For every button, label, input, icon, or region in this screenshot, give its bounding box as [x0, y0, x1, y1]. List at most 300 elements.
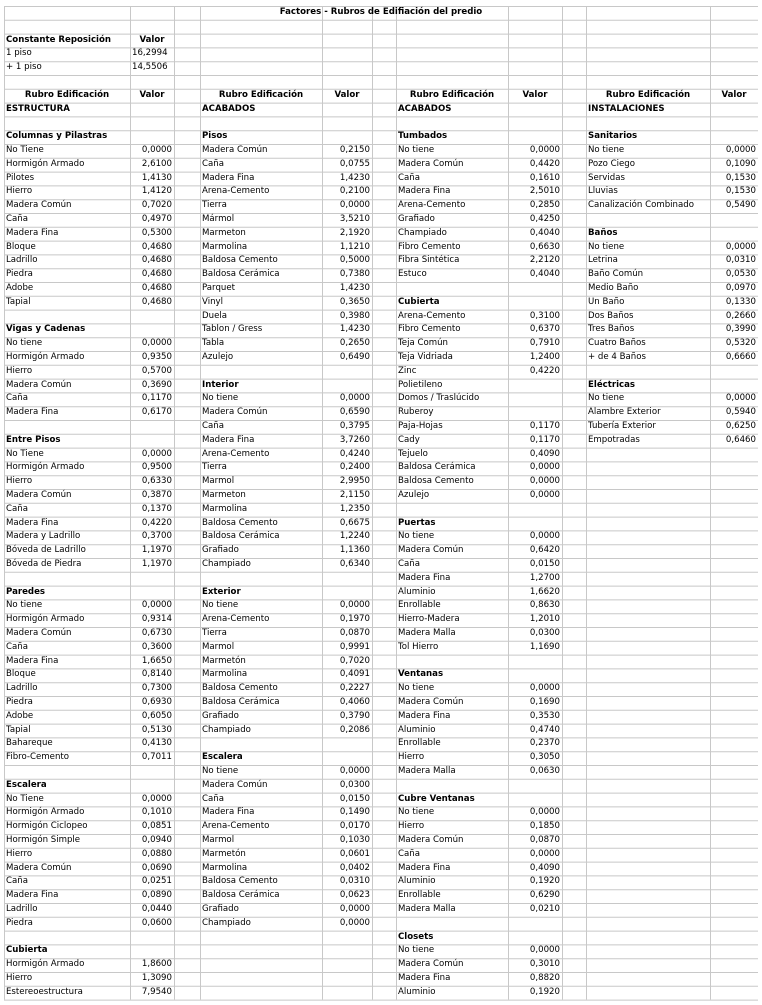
item-value: 1,1690	[529, 641, 560, 652]
item-label: Polietileno	[398, 379, 443, 390]
item-label: Fibra Sintética	[398, 255, 460, 266]
constante-label: 1 piso	[6, 48, 32, 59]
value-header: Valor	[522, 89, 548, 100]
item-label: Ruberoy	[398, 407, 434, 418]
item-label: Enrollable	[398, 890, 441, 901]
item-value	[508, 406, 562, 420]
item-value: 0,0000	[339, 600, 370, 611]
section-title: Sanitarios	[588, 131, 638, 142]
item-value: 0,6660	[725, 352, 756, 362]
item-value: 0,3530	[529, 710, 560, 721]
item-value: 1,2240	[339, 531, 370, 542]
item-label: No tiene	[398, 145, 435, 155]
item-label: Azulejo	[202, 352, 234, 362]
item-label: Arena-Cemento	[202, 186, 270, 197]
item-value: 1,4230	[339, 324, 370, 335]
item-label: Madera Común	[398, 545, 464, 556]
item-label: Baldosa Cerámica	[202, 269, 280, 280]
item-value: 0,0755	[339, 158, 370, 169]
item-label: Aluminio	[398, 724, 436, 735]
constante-header: Constante Reposición	[6, 34, 112, 45]
item-value: 0,5490	[725, 200, 756, 211]
item-label: Marmetón	[202, 848, 246, 859]
item-label: Piedra	[6, 697, 33, 707]
item-value: 0,0970	[725, 283, 756, 293]
item-label: Madera Malla	[398, 628, 456, 638]
item-value: 0,1920	[529, 986, 560, 997]
item-value: 0,6370	[529, 324, 560, 335]
item-value: 1,4120	[141, 186, 172, 197]
item-label: Madera Común	[6, 490, 72, 500]
item-value: 0,3980	[339, 310, 370, 321]
item-value: 0,0150	[529, 559, 560, 569]
item-value: 3,5210	[339, 214, 370, 224]
item-label: Mármol	[202, 214, 235, 224]
item-label: Caña	[6, 641, 28, 652]
item-value: 0,5300	[141, 227, 172, 238]
item-label: Hierro	[6, 365, 33, 376]
item-label: No Tiene	[6, 448, 44, 459]
item-label: Pilotes	[6, 172, 35, 183]
item-label: Baldosa Cerámica	[202, 697, 280, 707]
item-value: 1,1970	[141, 545, 172, 556]
item-value: 0,2400	[339, 462, 370, 473]
item-value: 0,4220	[529, 365, 560, 376]
item-label: Baldosa Cemento	[202, 255, 278, 266]
item-value: 0,4250	[529, 214, 560, 224]
item-label: Tres Baños	[588, 324, 635, 335]
item-label: Tierra	[202, 628, 227, 638]
item-label: Madera Común	[6, 628, 72, 638]
item-value: 0,0851	[141, 821, 172, 832]
item-value: 0,4240	[339, 448, 370, 459]
item-label: Arena-Cemento	[202, 448, 270, 459]
item-value: 0,0000	[339, 917, 370, 928]
item-value: 0,0870	[339, 628, 370, 638]
item-value: 0,0000	[529, 807, 560, 818]
item-label: No tiene	[588, 241, 625, 252]
item-label: Marmolina	[202, 669, 248, 680]
constante-value: 14,5506	[132, 62, 168, 73]
item-label: Fibro Cemento	[398, 241, 461, 252]
item-label: Madera Común	[6, 379, 72, 390]
item-value: 1,2350	[339, 503, 370, 514]
item-value: 0,0210	[529, 904, 560, 914]
item-value: 7,9540	[141, 986, 172, 997]
item-label: Hormigón Armado	[6, 807, 85, 818]
item-label: Madera Fina	[6, 407, 59, 418]
item-label: Hormigón Armado	[6, 614, 85, 625]
item-value: 2,1150	[339, 490, 370, 500]
section-title: Eléctricas	[588, 379, 636, 390]
item-value: 2,9950	[339, 476, 370, 487]
item-value: 0,6250	[725, 421, 756, 431]
item-label: Champiado	[398, 227, 447, 238]
item-label: Marmol	[202, 641, 235, 652]
item-label: Tierra	[202, 462, 227, 473]
item-value: 0,3870	[141, 490, 172, 500]
item-label: Tol Hierro	[398, 641, 439, 652]
item-value: 0,5940	[725, 407, 756, 418]
item-value: 0,1850	[529, 821, 560, 832]
item-label: Teja Vidriada	[398, 352, 453, 362]
item-value: 0,0880	[141, 848, 172, 859]
item-label: Madera Fina	[202, 172, 255, 183]
item-label: Marmetón	[202, 655, 246, 666]
item-value: 1,6650	[141, 655, 172, 666]
item-label: Teja Común	[398, 338, 448, 349]
item-value: 0,6340	[339, 559, 370, 569]
item-value: 0,0000	[529, 462, 560, 473]
item-value: 0,0251	[141, 876, 172, 887]
item-label: Marmeton	[202, 490, 246, 500]
item-label: No tiene	[6, 600, 43, 611]
item-label: Grafiado	[202, 710, 239, 721]
item-value: 0,0000	[725, 393, 756, 404]
item-label: Marmol	[202, 835, 235, 845]
item-label: Hierro	[398, 821, 425, 832]
item-value: 0,0530	[725, 269, 756, 280]
item-value: 0,4420	[529, 158, 560, 169]
item-label: Baldosa Cemento	[202, 683, 278, 694]
item-value: 1,6620	[529, 586, 560, 597]
group-label: ACABADOS	[202, 103, 256, 114]
item-label: Arena-Cemento	[202, 821, 270, 832]
item-label: Ladrillo	[6, 255, 38, 266]
item-label: Madera Común	[398, 158, 464, 169]
item-value: 0,2150	[339, 145, 370, 155]
section-title: Tumbados	[398, 131, 448, 142]
item-value: 0,1170	[529, 421, 560, 431]
item-value: 0,0000	[529, 145, 560, 155]
item-label: No tiene	[202, 766, 239, 776]
column-header: Rubro Edificación	[218, 89, 304, 100]
item-value: 0,0402	[339, 862, 370, 873]
item-value: 0,4090	[529, 862, 560, 873]
item-value	[508, 379, 562, 393]
item-label: Enrollable	[398, 600, 441, 611]
item-value: 0,5700	[141, 365, 172, 376]
item-label: Azulejo	[398, 490, 430, 500]
item-value: 0,4680	[141, 241, 172, 252]
item-label: Madera Común	[398, 959, 464, 970]
item-value: 0,0600	[141, 917, 172, 928]
item-value: 0,0630	[529, 766, 560, 776]
item-label: Adobe	[6, 710, 34, 721]
item-value: 2,5010	[529, 186, 560, 197]
group-label: INSTALACIONES	[588, 103, 665, 114]
item-value: 0,7910	[529, 338, 560, 349]
item-label: Baldosa Cemento	[398, 476, 474, 487]
item-label: Hierro	[6, 848, 33, 859]
item-label: Hormigón Armado	[6, 959, 85, 970]
item-value: 0,7011	[141, 752, 172, 763]
item-label: Duela	[202, 310, 228, 321]
item-label: Grafiado	[202, 545, 239, 556]
item-value: 0,2850	[529, 200, 560, 211]
item-label: Tabla	[202, 338, 225, 349]
item-value: 0,1170	[529, 434, 560, 445]
item-label: Madera Fina	[202, 434, 255, 445]
item-label: Marmol	[202, 476, 235, 487]
item-value: 0,0440	[141, 904, 172, 914]
item-label: Madera Fina	[202, 807, 255, 818]
item-value: 0,8820	[529, 973, 560, 983]
item-label: Tierra	[202, 200, 227, 211]
item-label: Madera Fina	[398, 973, 451, 983]
item-label: Marmolina	[202, 241, 248, 252]
item-value: 0,9314	[141, 614, 172, 625]
item-value: 0,4970	[141, 214, 172, 224]
item-value: 1,4130	[141, 172, 172, 183]
item-value: 0,0000	[141, 338, 172, 349]
item-value: 0,1530	[725, 186, 756, 197]
section-title: Baños	[588, 227, 618, 238]
item-value: 0,1920	[529, 876, 560, 887]
group-label: ACABADOS	[398, 103, 452, 114]
item-label: Madera Fina	[398, 710, 451, 721]
item-label: Bóveda de Piedra	[6, 559, 82, 569]
section-title: Cubierta	[6, 945, 48, 956]
item-label: Madera y Ladrillo	[6, 531, 81, 542]
item-label: Madera Común	[6, 862, 72, 873]
item-value: 0,8630	[529, 600, 560, 611]
value-header: Valor	[139, 89, 165, 100]
item-value: 0,4060	[339, 697, 370, 707]
section-title: Entre Pisos	[6, 434, 61, 445]
item-value: 0,2086	[339, 724, 370, 735]
item-label: Hierro	[6, 186, 33, 197]
item-value: 0,1090	[725, 158, 756, 169]
item-value: 0,7020	[339, 655, 370, 666]
item-value: 0,6630	[529, 241, 560, 252]
item-value: 0,4130	[141, 738, 172, 749]
item-label: Tapial	[6, 724, 31, 735]
section-title: Escalera	[202, 752, 243, 763]
item-value: 0,6330	[141, 476, 172, 487]
item-value: 0,0000	[339, 393, 370, 404]
item-value: 0,0170	[339, 821, 370, 832]
item-value: 1,1970	[141, 559, 172, 569]
item-label: Piedra	[6, 269, 33, 280]
item-value: 0,4680	[141, 283, 172, 293]
item-label: Hormigón Armado	[6, 352, 85, 362]
item-value: 0,1690	[529, 697, 560, 707]
item-value: 1,4230	[339, 283, 370, 293]
item-value: 0,6590	[339, 407, 370, 418]
item-value: 0,0000	[141, 145, 172, 155]
item-label: Servidas	[588, 172, 625, 183]
item-value: 0,6050	[141, 710, 172, 721]
item-label: Un Baño	[588, 296, 625, 307]
item-value: 1,2010	[529, 614, 560, 625]
item-value: 0,0300	[339, 779, 370, 790]
item-value: 0,0000	[141, 793, 172, 804]
item-value: 0,0310	[339, 876, 370, 887]
item-value: 0,0870	[529, 835, 560, 845]
item-value: 0,0000	[529, 531, 560, 542]
item-label: Madera Común	[202, 145, 268, 155]
item-label: Caña	[202, 793, 224, 804]
item-value: 0,1170	[141, 393, 172, 404]
item-value: 1,3090	[141, 973, 172, 983]
item-value: 0,6675	[339, 517, 370, 528]
item-label: Baldosa Cemento	[202, 517, 278, 528]
item-label: Fibro Cemento	[398, 324, 461, 335]
item-value: 0,2227	[339, 683, 370, 694]
item-label: Madera Común	[398, 697, 464, 707]
item-label: Ladrillo	[6, 904, 38, 914]
item-label: Bahareque	[6, 738, 53, 749]
item-value: 0,9500	[141, 462, 172, 473]
item-label: Pozo Ciego	[588, 158, 636, 169]
item-value: 0,4040	[529, 269, 560, 280]
item-value: 0,4220	[141, 517, 172, 528]
item-value: 0,1370	[141, 503, 172, 514]
item-value: 0,0000	[725, 241, 756, 252]
item-value: 0,1010	[141, 807, 172, 818]
item-label: No tiene	[398, 683, 435, 694]
column-header: Rubro Edificación	[24, 89, 110, 100]
item-label: Aluminio	[398, 586, 436, 597]
item-label: Caña	[6, 214, 28, 224]
item-label: No tiene	[202, 393, 239, 404]
item-value: 0,1330	[725, 296, 756, 307]
section-title: Puertas	[398, 517, 436, 528]
item-label: Letrina	[588, 255, 618, 266]
item-label: Canalización Combinado	[588, 200, 694, 211]
item-label: Champiado	[202, 917, 251, 928]
item-value: 0,0150	[339, 793, 370, 804]
item-value: 1,8600	[141, 959, 172, 970]
item-label: Hierro-Madera	[398, 614, 460, 625]
item-value: 0,0623	[339, 890, 370, 901]
item-value: 0,0000	[141, 448, 172, 459]
item-value: 0,1530	[725, 172, 756, 183]
item-value: 0,0601	[339, 848, 370, 859]
sheet-title: Factores - Rubros de Edifiación del predio	[279, 7, 483, 17]
item-value: 0,2100	[339, 186, 370, 197]
item-label: Caña	[6, 393, 28, 404]
item-label: Madera Común	[6, 200, 72, 211]
item-value: 0,4090	[529, 448, 560, 459]
item-label: Arena-Cemento	[202, 614, 270, 625]
item-label: Bóveda de Ladrillo	[6, 545, 86, 556]
section-title: Escalera	[6, 779, 47, 790]
item-label: No tiene	[202, 600, 239, 611]
item-label: Paja-Hojas	[398, 421, 443, 431]
item-value: 1,2400	[529, 352, 560, 362]
value-header: Valor	[334, 89, 360, 100]
section-title: Vigas y Cadenas	[6, 324, 86, 335]
item-value: 1,4230	[339, 172, 370, 183]
item-label: Madera Fina	[6, 890, 59, 901]
item-label: Baldosa Cerámica	[202, 890, 280, 901]
item-label: Madera Fina	[398, 572, 451, 583]
item-label: Empotradas	[588, 434, 640, 445]
item-label: Baño Común	[588, 269, 644, 280]
constante-value-header: Valor	[139, 34, 165, 45]
item-value: 0,6170	[141, 407, 172, 418]
section-title: Ventanas	[398, 669, 444, 680]
item-label: Caña	[6, 876, 28, 887]
item-label: Grafiado	[398, 214, 435, 224]
item-value: 0,3010	[529, 959, 560, 970]
item-value: 0,4680	[141, 255, 172, 266]
item-value: 0,5320	[725, 338, 756, 349]
value-header: Valor	[721, 89, 747, 100]
item-value: 0,0310	[725, 255, 756, 266]
item-value: 0,1610	[529, 172, 560, 183]
item-value: 0,6290	[529, 890, 560, 901]
item-label: Hierro	[6, 973, 33, 983]
item-value: 0,1970	[339, 614, 370, 625]
item-value: 0,3795	[339, 421, 370, 431]
item-label: Enrollable	[398, 738, 441, 749]
item-label: Caña	[202, 158, 224, 169]
item-label: Adobe	[6, 283, 34, 293]
item-value: 0,6460	[725, 434, 756, 445]
item-value: 0,6420	[529, 545, 560, 556]
item-value: 0,0300	[529, 628, 560, 638]
item-value: 0,3100	[529, 310, 560, 321]
section-title: Cubierta	[398, 296, 440, 307]
item-label: No Tiene	[6, 793, 44, 804]
item-value: 0,2370	[529, 738, 560, 749]
item-value: 2,2120	[529, 255, 560, 266]
item-label: Baldosa Cerámica	[398, 462, 476, 473]
item-value: 0,3600	[141, 641, 172, 652]
item-label: Hormigón Simple	[6, 835, 81, 845]
item-label: Tubería Exterior	[588, 421, 656, 431]
constante-value: 16,2994	[132, 48, 168, 59]
item-value: 0,1490	[339, 807, 370, 818]
item-value: 0,0000	[339, 766, 370, 776]
item-label: No tiene	[6, 338, 43, 349]
item-label: Marmeton	[202, 227, 246, 238]
item-value: 0,3650	[339, 296, 370, 307]
item-label: Bloque	[6, 669, 36, 680]
item-value: 0,0940	[141, 835, 172, 845]
item-label: Estuco	[398, 269, 427, 280]
item-label: Baldosa Cemento	[202, 876, 278, 887]
item-label: Caña	[398, 848, 420, 859]
item-label: Aluminio	[398, 986, 436, 997]
item-label: Hierro	[6, 476, 33, 487]
item-value: 0,3990	[725, 324, 756, 335]
item-value: 0,4740	[529, 724, 560, 735]
item-value: 0,0000	[529, 683, 560, 694]
group-label: ESTRUCTURA	[6, 103, 70, 114]
item-value: 1,1210	[339, 241, 370, 252]
item-value: 0,9350	[141, 352, 172, 362]
item-label: Champiado	[202, 559, 251, 569]
item-label: Tejuelo	[398, 448, 428, 459]
item-label: Bloque	[6, 241, 36, 252]
item-label: Hormigón Ciclopeo	[6, 821, 88, 832]
item-label: Caña	[202, 421, 224, 431]
item-label: Hierro	[398, 752, 425, 763]
item-value: 0,0000	[529, 848, 560, 859]
item-label: Zinc	[398, 365, 417, 376]
item-label: Madera Malla	[398, 904, 456, 914]
section-title: Closets	[398, 931, 434, 942]
section-title: Interior	[202, 379, 239, 390]
item-label: Medio Baño	[588, 283, 639, 293]
item-value: 0,2660	[725, 310, 756, 321]
item-label: No tiene	[398, 807, 435, 818]
item-label: Madera Común	[202, 779, 268, 790]
